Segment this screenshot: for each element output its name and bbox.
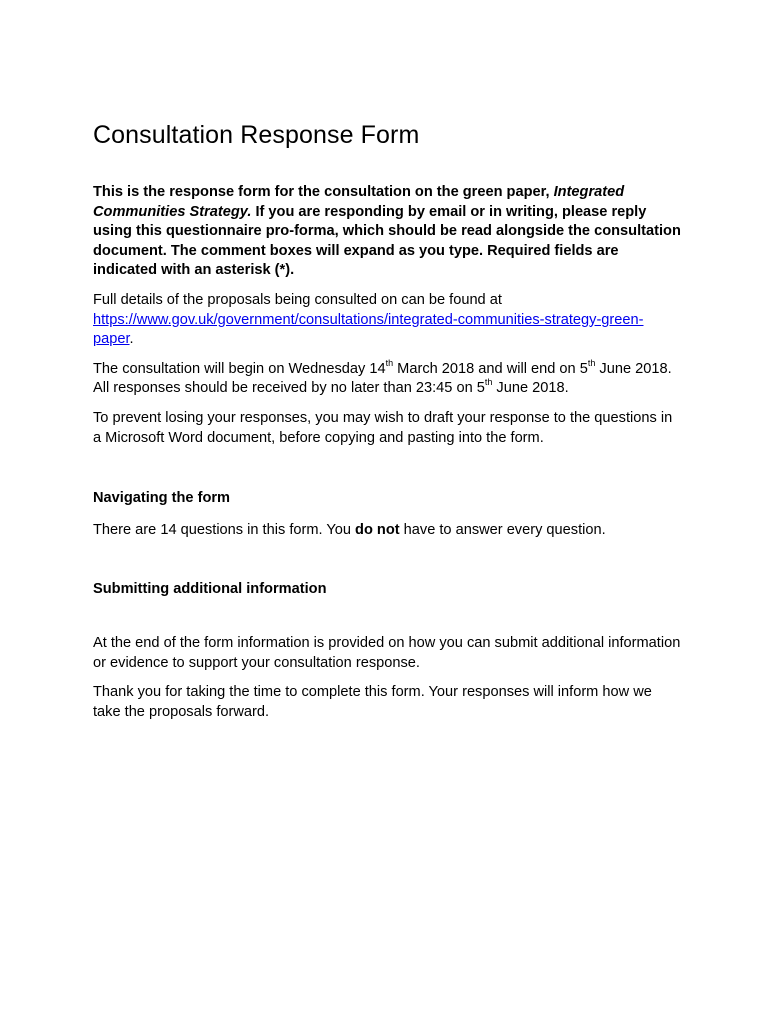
page-title: Consultation Response Form: [93, 121, 420, 149]
intro-text-1: This is the response form for the consultation on the green paper,: [93, 184, 554, 200]
green-paper-title: Integrated Communities Strategy.: [93, 184, 625, 220]
dates-text-4: June 2018.: [492, 380, 569, 397]
navigating-text-2: have to answer every question.: [399, 521, 606, 538]
dates-text-2: March 2018 and will end on 5: [393, 360, 588, 377]
spacer: [93, 612, 683, 634]
spacer: [93, 458, 683, 489]
spacer: [93, 550, 683, 580]
intro-paragraph: [93, 183, 683, 281]
details-paragraph: [93, 291, 683, 350]
dates-sup-1: th: [385, 357, 394, 368]
navigating-paragraph: [93, 521, 683, 541]
dates-sup-3: th: [484, 377, 493, 388]
prevent-paragraph: To prevent losing your responses, you may wish to draft your response to the questions in a Microsoft Word document, before copying and pasting into the form.: [93, 409, 673, 446]
dates-sup-2: th: [587, 357, 596, 368]
submitting-paragraph: At the end of the form information is provided on how you can submit additional information or evidence to support your consultation response.: [93, 634, 681, 671]
dates-text-3: June 2018. All responses should be received by no later than 23:45 on 5: [93, 360, 672, 397]
navigating-emphasis: do not: [355, 521, 400, 538]
document-page: [93, 118, 683, 732]
submitting-heading: Submitting additional information: [93, 581, 327, 598]
intro-text-2: If you are responding by email or in writing, please reply using this questionnaire pro-forma, which should be read alongside the consultation document. The comment boxes will expand as you type. Required fields are indicated with an asterisk (*).: [93, 203, 681, 279]
dates-text-1: The consultation will begin on Wednesday 14: [93, 360, 386, 377]
navigating-heading: Navigating the form: [93, 490, 231, 507]
dates-paragraph: [93, 357, 683, 399]
thanks-paragraph: Thank you for taking the time to complete this form. Your responses will inform how we take the proposals forward.: [93, 684, 652, 720]
consultation-link[interactable]: https://www.gov.uk/government/consultations/integrated-communities-strategy-green-paper: [93, 311, 644, 348]
navigating-text-1: There are 14 questions in this form. You: [93, 521, 356, 538]
details-text: Full details of the proposals being consulted on can be found at: [93, 291, 502, 308]
details-end: .: [129, 331, 134, 348]
